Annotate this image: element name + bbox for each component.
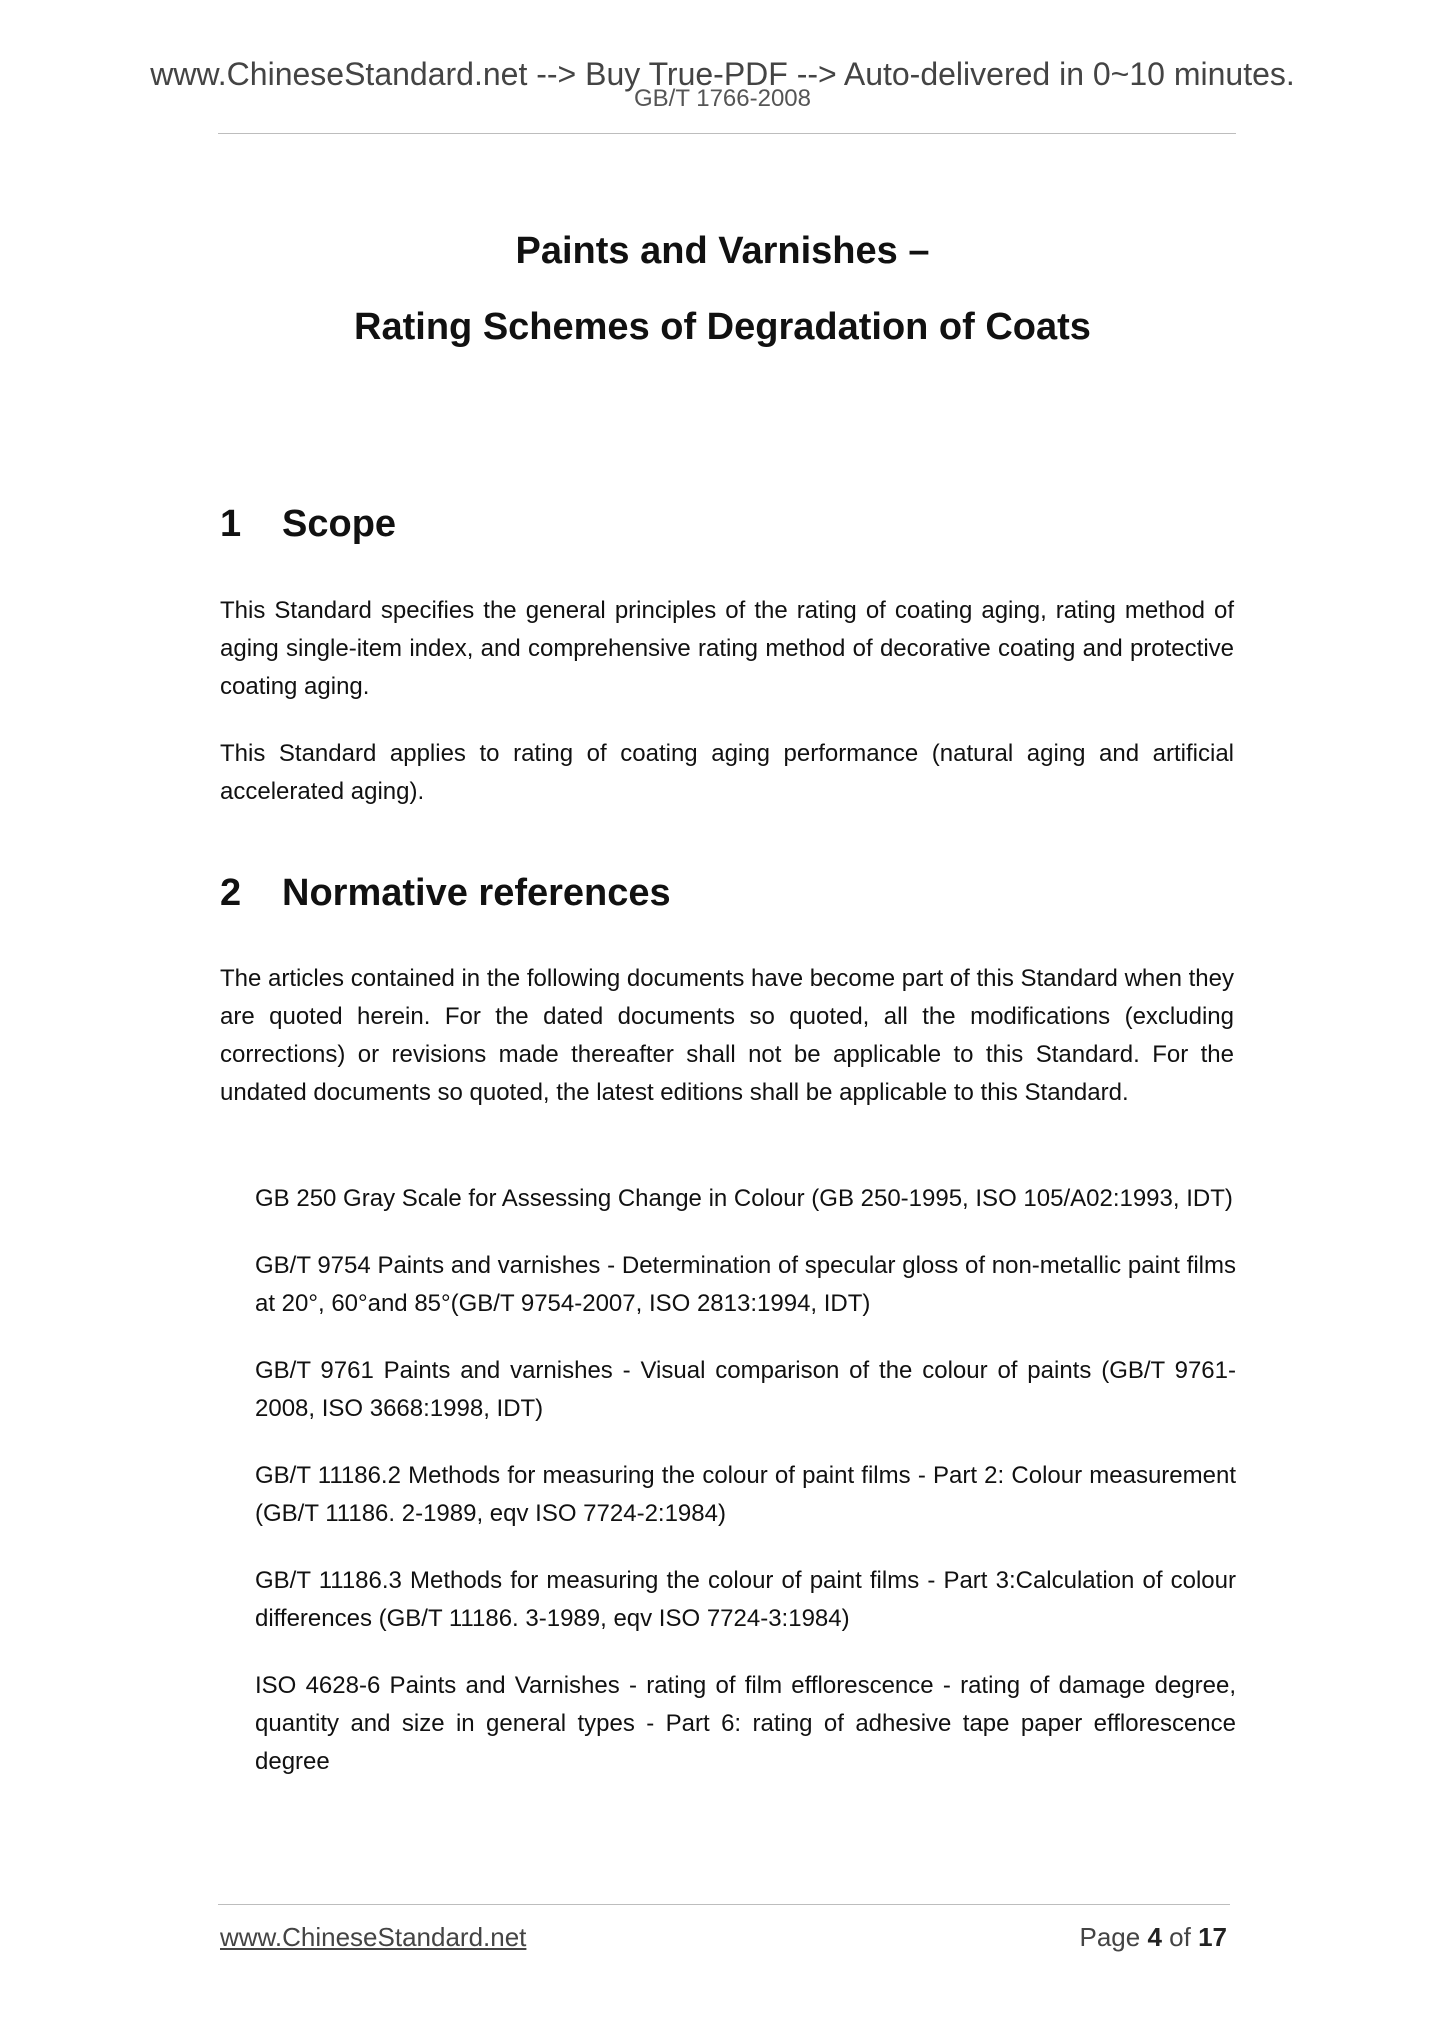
section-number: 1 [220,503,242,545]
page-total: 17 [1198,1922,1227,1952]
reference-item: GB/T 11186.3 Methods for measuring the colour of paint films - Part 3:Calculation of colour differences (GB/T 11186. 3-1989, eqv ISO 7724-3:1984) [255,1567,1236,1632]
page-label: Page [1079,1922,1141,1952]
reference-list [255,1180,1236,1810]
section-number: 2 [220,872,242,914]
reference-item: ISO 4628-6 Paints and Varnishes - rating of film efflorescence - rating of damage degree, quantity and size in general types - Part 6: rating of adhesive tape paper efflorescence degree [255,1672,1236,1775]
references-intro-paragraph: The articles contained in the following documents have become part of this Standard when they are quoted herein. For the dated documents so quoted, all the modifications (excluding corrections) or revisions made thereafter shall not be applicable to this Standard. For the undated documents so quoted, the latest editions shall be applicable to this Standard. [220,965,1234,1106]
page-of: of [1169,1922,1191,1952]
section-heading-normative-references [220,874,671,912]
reference-item: GB/T 11186.2 Methods for measuring the colour of paint films - Part 2: Colour measurement (GB/T 11186. 2-1989, eqv ISO 7724-2:1984) [255,1462,1236,1527]
document-title-line-1: Paints and Varnishes – [515,230,930,272]
footer-divider [218,1904,1230,1905]
reference-item: GB/T 9761 Paints and varnishes - Visual comparison of the colour of paints (GB/T 9761-2008, ISO 3668:1998, IDT) [255,1357,1236,1422]
scope-paragraph-2: This Standard applies to rating of coating aging performance (natural aging and artificial accelerated aging). [220,740,1234,805]
section-title: Normative references [282,872,671,914]
page-current: 4 [1147,1922,1162,1952]
promo-banner[interactable]: www.ChineseStandard.net --> Buy True-PDF --> Auto-delivered in 0~10 minutes. [150,56,1295,92]
page-indicator [1079,1922,1227,1953]
section-title: Scope [282,503,397,545]
footer-site-link[interactable]: www.ChineseStandard.net [220,1922,527,1952]
section-heading-scope [220,505,396,543]
scope-paragraph-1: This Standard specifies the general principles of the rating of coating aging, rating method of aging single-item index, and comprehensive rating method of decorative coating and protective coating aging. [220,597,1234,700]
reference-item: GB/T 9754 Paints and varnishes - Determination of specular gloss of non-metallic paint films at 20°, 60°and 85°(GB/T 9754-2007, ISO 2813:1994, IDT) [255,1252,1236,1317]
header-divider [218,133,1236,134]
document-title-line-2: Rating Schemes of Degradation of Coats [354,306,1091,348]
document-code: GB/T 1766-2008 [633,85,811,112]
reference-item: GB 250 Gray Scale for Assessing Change in Colour (GB 250-1995, ISO 105/A02:1993, IDT) [255,1185,1233,1212]
